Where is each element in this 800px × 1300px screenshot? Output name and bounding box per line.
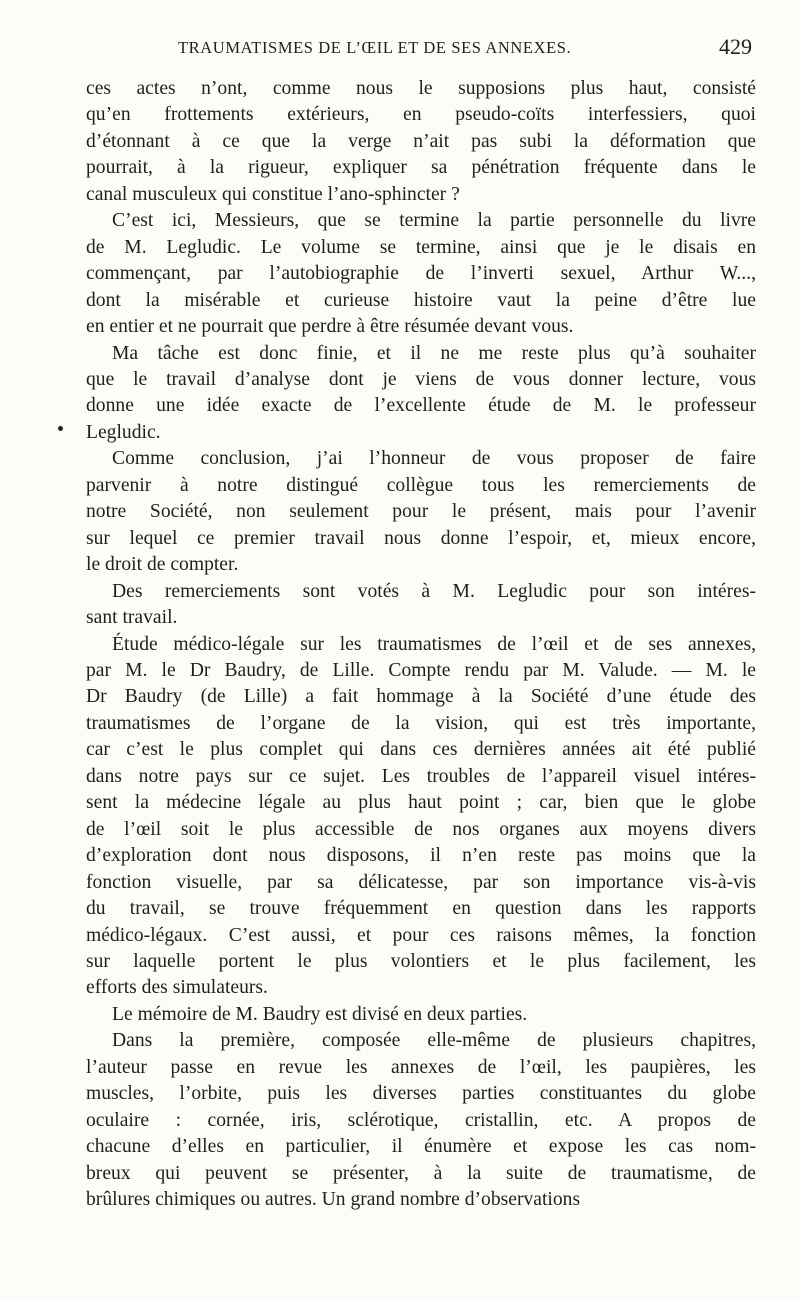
text-line: canal musculeux qui constitue l’ano-sphincter ? [86, 183, 460, 205]
body-text [86, 76, 756, 1213]
text-line: dans notre pays sur ce sujet. Les troubles de l’appareil visuel intéres- [86, 765, 756, 787]
paragraph [86, 208, 756, 340]
text-line: dont la misérable et curieuse histoire vaut la peine d’être lue [86, 289, 756, 311]
running-title: TRAUMATISMES DE L’ŒIL ET DE SES ANNEXES. [178, 38, 572, 57]
text-line: breux qui peuvent se présenter, à la suite de traumatisme, de [86, 1162, 756, 1184]
running-head [86, 36, 756, 76]
text-line: sur laquelle portent le plus volontiers et le plus facilement, les [86, 950, 756, 972]
text-line: pourrait, à la rigueur, expliquer sa pénétration fréquente dans le [86, 157, 756, 179]
text-line: le droit de compter. [86, 554, 239, 576]
text-line: Comme conclusion, j’ai l’honneur de vous proposer de faire [112, 448, 756, 470]
paragraph [86, 632, 756, 1002]
paragraph [86, 579, 756, 632]
text-line: d’étonnant à ce que la verge n’ait pas subi la déformation que [86, 130, 756, 152]
text-line: muscles, l’orbite, puis les diverses parties constituantes du globe [86, 1083, 756, 1105]
text-line: Le mémoire de M. Baudry est divisé en deux parties. [112, 1003, 528, 1025]
text-line: Dr Baudry (de Lille) a fait hommage à la Société d’une étude des [86, 686, 756, 708]
text-line: car c’est le plus complet qui dans ces dernières années ait été publié [86, 739, 756, 761]
text-line: oculaire : cornée, iris, sclérotique, cristallin, etc. A propos de [86, 1109, 756, 1131]
text-line: Ma tâche est donc finie, et il ne me reste plus qu’à souhaiter [112, 342, 756, 364]
text-line: Dans la première, composée elle-même de plusieurs chapitres, [112, 1030, 756, 1052]
text-line: traumatismes de l’organe de la vision, qui est très importante, [86, 712, 756, 734]
text-line: commençant, par l’autobiographie de l’inverti sexuel, Arthur W..., [86, 263, 756, 285]
text-line: parvenir à notre distingué collègue tous les remerciements de [86, 474, 756, 496]
text-line: C’est ici, Messieurs, que se termine la partie personnelle du livre [112, 210, 756, 232]
paragraph [86, 1002, 756, 1028]
text-line: du travail, se trouve fréquemment en question dans les rapports [86, 898, 756, 920]
text-line: donne une idée exacte de l’excellente étude de M. le professeur [86, 395, 756, 417]
text-line: sur lequel ce premier travail nous donne l’espoir, et, mieux encore, [86, 527, 756, 549]
text-line: d’exploration dont nous disposons, il n’en reste pas moins que la [86, 845, 756, 867]
text-line: de l’œil soit le plus accessible de nos organes aux moyens divers [86, 818, 756, 840]
text-line: par M. le Dr Baudry, de Lille. Compte rendu par M. Valude. — M. le [86, 659, 756, 681]
paragraph [86, 341, 756, 447]
text-line: fonction visuelle, par sa délicatesse, par son importance vis-à-vis [86, 871, 756, 893]
text-line: Étude médico-légale sur les traumatismes de l’œil et de ses annexes, [112, 633, 756, 655]
text-line: l’auteur passe en revue les annexes de l’œil, les paupières, les [86, 1056, 756, 1078]
text-line: sent la médecine légale au plus haut point ; car, bien que le globe [86, 792, 756, 814]
page-number: 429 [719, 34, 752, 59]
paragraph [86, 1028, 756, 1213]
paragraph [86, 446, 756, 578]
margin-mark [58, 426, 63, 431]
text-line: Legludic. [86, 421, 161, 443]
text-line: en entier et ne pourrait que perdre à être résumée devant vous. [86, 316, 574, 338]
text-line: ces actes n’ont, comme nous le supposions plus haut, consisté [86, 78, 756, 99]
text-line: chacune d’elles en particulier, il énumère et expose les cas nom- [86, 1136, 756, 1158]
text-line: efforts des simulateurs. [86, 977, 268, 999]
text-line: notre Société, non seulement pour le présent, mais pour l’avenir [86, 501, 756, 523]
text-line: Des remerciements sont votés à M. Legludic pour son intéres- [112, 580, 756, 602]
text-line: que le travail d’analyse dont je viens de vous donner lecture, vous [86, 368, 756, 390]
text-line: sant travail. [86, 607, 178, 629]
text-line: brûlures chimiques ou autres. Un grand nombre d’observations [86, 1189, 581, 1211]
paragraph [86, 76, 756, 208]
text-line: médico-légaux. C’est aussi, et pour ces raisons mêmes, la fonction [86, 924, 756, 946]
text-line: qu’en frottements extérieurs, en pseudo-coïts interfessiers, quoi [86, 104, 756, 126]
text-line: de M. Legludic. Le volume se termine, ainsi que je le disais en [86, 236, 756, 258]
